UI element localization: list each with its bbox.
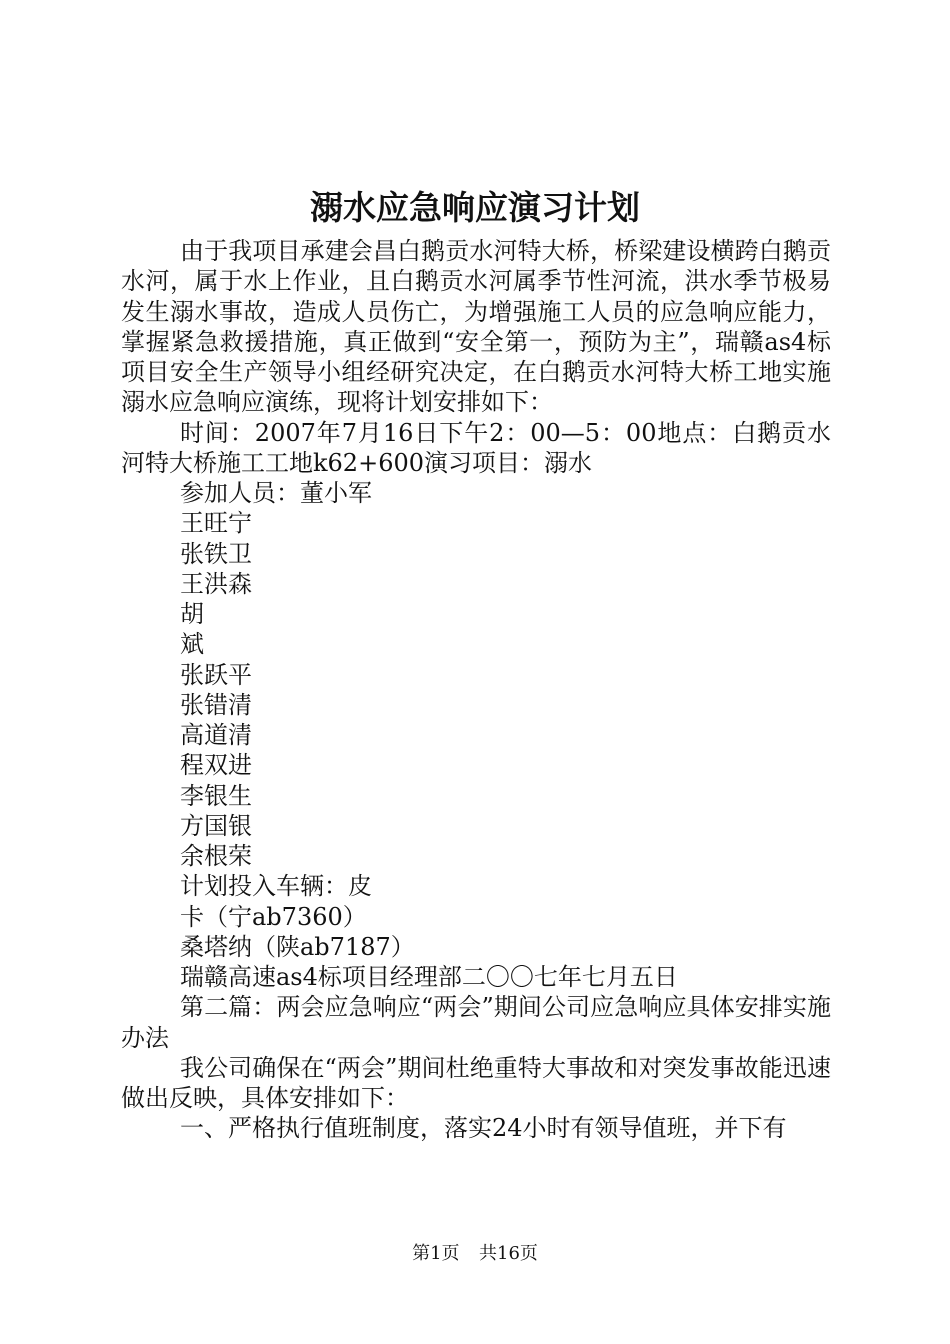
vehicle-item: 桑塔纳（陕ab7187） [180,932,415,961]
participant-name: 张跃平 [180,660,252,689]
page-total: 共16页 [479,1243,538,1264]
schedule-paragraph: 时间：2007年7月16日下午2：00—5：00地点：白鹅贡水河特大桥施工工地k62+600演习项目：溺水 [121,418,831,477]
document-title: 溺水应急响应演习计划 [310,188,640,227]
participant-name: 高道清 [180,721,252,749]
page-number: 第1页 [412,1243,460,1264]
participant-name: 王旺宁 [180,509,252,538]
participant-name: 王洪森 [180,569,252,598]
participants-label: 参加人员：董小军 [180,479,372,507]
section-heading: 第二篇：两会应急响应“两会”期间公司应急响应具体安排实施办法 [121,993,831,1052]
participant-name: 方国银 [180,811,252,840]
vehicle-item: 卡（宁ab7360） [180,902,367,931]
participant-name: 张铁卫 [180,539,252,568]
participant-name: 程双进 [180,751,252,780]
participant-name: 余根荣 [180,842,252,870]
vehicles-label: 计划投入车辆：皮 [180,872,372,901]
signature-line: 瑞赣高速as4标项目经理部二〇〇七年七月五日 [180,963,678,991]
participant-name: 张错清 [180,690,252,719]
intro-paragraph: 由于我项目承建会昌白鹅贡水河特大桥，桥梁建设横跨白鹅贡水河，属于水上作业，且白鹅贡水河属季节性河流，洪水季节极易发生溺水事故，造成人员伤亡，为增强施工人员的应急响应能力，掌握紧急救援措施，真正做到“安全第一，预防为主”，瑞赣as4标项目安全生产领导小组经研究决定，在白鹅贡水河特大桥工地实施溺水应急响应演练，现将计划安排如下： [121,237,831,417]
section-item-paragraph: 一、严格执行值班制度，落实24小时有领导值班，并下有 [180,1114,787,1143]
section-intro-paragraph: 我公司确保在“两会”期间杜绝重特大事故和对突发事故能迅速做出反映，具体安排如下： [121,1053,831,1112]
participant-name: 斌 [180,630,204,659]
participant-name: 李银生 [180,781,252,810]
participant-name: 胡 [180,600,204,628]
page-footer [0,1240,950,1268]
document-body [121,236,831,1144]
